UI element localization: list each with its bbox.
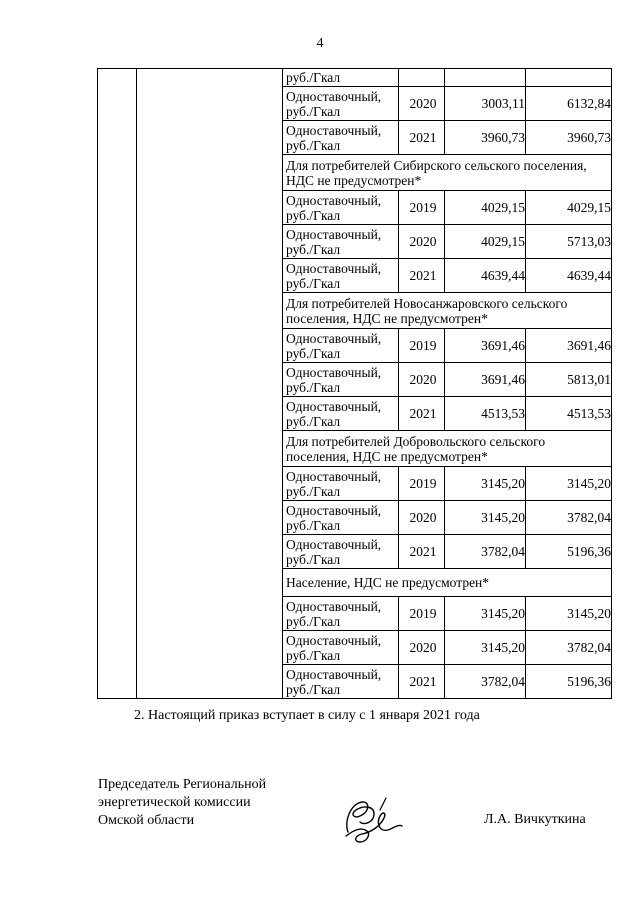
value-first-half-cell: 3960,73	[445, 121, 526, 155]
tariff-type-cell: Одноставочный, руб./Гкал	[283, 597, 399, 631]
group-heading: Население, НДС не предусмотрен*	[283, 569, 612, 597]
value-second-half-cell: 4639,44	[526, 259, 612, 293]
value-second-half-cell: 5813,01	[526, 363, 612, 397]
group-heading: Для потребителей Добровольского сельского поселения, НДС не предусмотрен*	[283, 431, 612, 467]
value-first-half-cell: 4029,15	[445, 191, 526, 225]
page-number: 4	[316, 36, 324, 51]
tariff-table	[97, 68, 612, 699]
signatory-name: Л.А. Вичкуткина	[484, 812, 586, 827]
value-second-half-cell: 3782,04	[526, 501, 612, 535]
value-first-half-cell: 4513,53	[445, 397, 526, 431]
year-cell: 2021	[399, 665, 445, 699]
year-cell: 2020	[399, 501, 445, 535]
year-cell: 2019	[399, 597, 445, 631]
year-cell: 2019	[399, 191, 445, 225]
tariff-type-cell: Одноставочный, руб./Гкал	[283, 535, 399, 569]
signatory-title-line: Председатель Региональной	[98, 777, 267, 792]
year-cell: 2020	[399, 225, 445, 259]
handwritten-signature	[340, 792, 406, 846]
tariff-table-body	[98, 69, 612, 699]
value-second-half-cell: 5713,03	[526, 225, 612, 259]
year-cell: 2020	[399, 631, 445, 665]
group-heading: Для потребителей Сибирского сельского поселения, НДС не предусмотрен*	[283, 155, 612, 191]
year-cell: 2020	[399, 363, 445, 397]
tariff-type-cell: Одноставочный, руб./Гкал	[283, 631, 399, 665]
value-first-half-cell: 4639,44	[445, 259, 526, 293]
value-first-half-cell: 4029,15	[445, 225, 526, 259]
value-second-half-cell	[526, 69, 612, 87]
clause-2: 2. Настоящий приказ вступает в силу с 1 января 2021 года	[134, 708, 480, 723]
value-first-half-cell: 3145,20	[445, 501, 526, 535]
tariff-type-cell: Одноставочный, руб./Гкал	[283, 397, 399, 431]
signatory-title-line: Омской области	[98, 813, 195, 828]
year-cell: 2020	[399, 87, 445, 121]
value-first-half-cell: 3145,20	[445, 467, 526, 501]
value-second-half-cell: 3782,04	[526, 631, 612, 665]
signatory-title-line: энергетической комиссии	[98, 795, 251, 810]
value-first-half-cell: 3782,04	[445, 535, 526, 569]
year-cell: 2021	[399, 259, 445, 293]
tariff-type-cell: Одноставочный, руб./Гкал	[283, 87, 399, 121]
tariff-type-cell: Одноставочный, руб./Гкал	[283, 329, 399, 363]
value-second-half-cell: 3145,20	[526, 467, 612, 501]
tariff-type-cell: Одноставочный, руб./Гкал	[283, 467, 399, 501]
year-cell: 2021	[399, 397, 445, 431]
value-second-half-cell: 4513,53	[526, 397, 612, 431]
value-first-half-cell: 3691,46	[445, 329, 526, 363]
year-cell: 2021	[399, 535, 445, 569]
table-row	[98, 69, 612, 87]
value-second-half-cell: 5196,36	[526, 535, 612, 569]
tariff-type-cell: Одноставочный, руб./Гкал	[283, 225, 399, 259]
signatory-title	[98, 776, 266, 830]
value-first-half-cell: 3145,20	[445, 631, 526, 665]
row-number-cell	[98, 69, 137, 699]
year-cell: 2019	[399, 329, 445, 363]
value-second-half-cell: 4029,15	[526, 191, 612, 225]
group-heading: Для потребителей Новосанжаровского сельского поселения, НДС не предусмотрен*	[283, 293, 612, 329]
tariff-type-cell: Одноставочный, руб./Гкал	[283, 191, 399, 225]
tariff-type-cell: Одноставочный, руб./Гкал	[283, 501, 399, 535]
tariff-type-cell: руб./Гкал	[283, 69, 399, 87]
value-first-half-cell: 3145,20	[445, 597, 526, 631]
value-first-half-cell	[445, 69, 526, 87]
value-second-half-cell: 3145,20	[526, 597, 612, 631]
value-second-half-cell: 6132,84	[526, 87, 612, 121]
tariff-type-cell: Одноставочный, руб./Гкал	[283, 665, 399, 699]
value-second-half-cell: 3691,46	[526, 329, 612, 363]
value-first-half-cell: 3691,46	[445, 363, 526, 397]
value-first-half-cell: 3782,04	[445, 665, 526, 699]
value-second-half-cell: 3960,73	[526, 121, 612, 155]
tariff-type-cell: Одноставочный, руб./Гкал	[283, 363, 399, 397]
year-cell: 2019	[399, 467, 445, 501]
value-second-half-cell: 5196,36	[526, 665, 612, 699]
tariff-type-cell: Одноставочный, руб./Гкал	[283, 121, 399, 155]
year-cell	[399, 69, 445, 87]
organization-cell	[137, 69, 283, 699]
tariff-type-cell: Одноставочный, руб./Гкал	[283, 259, 399, 293]
year-cell: 2021	[399, 121, 445, 155]
value-first-half-cell: 3003,11	[445, 87, 526, 121]
